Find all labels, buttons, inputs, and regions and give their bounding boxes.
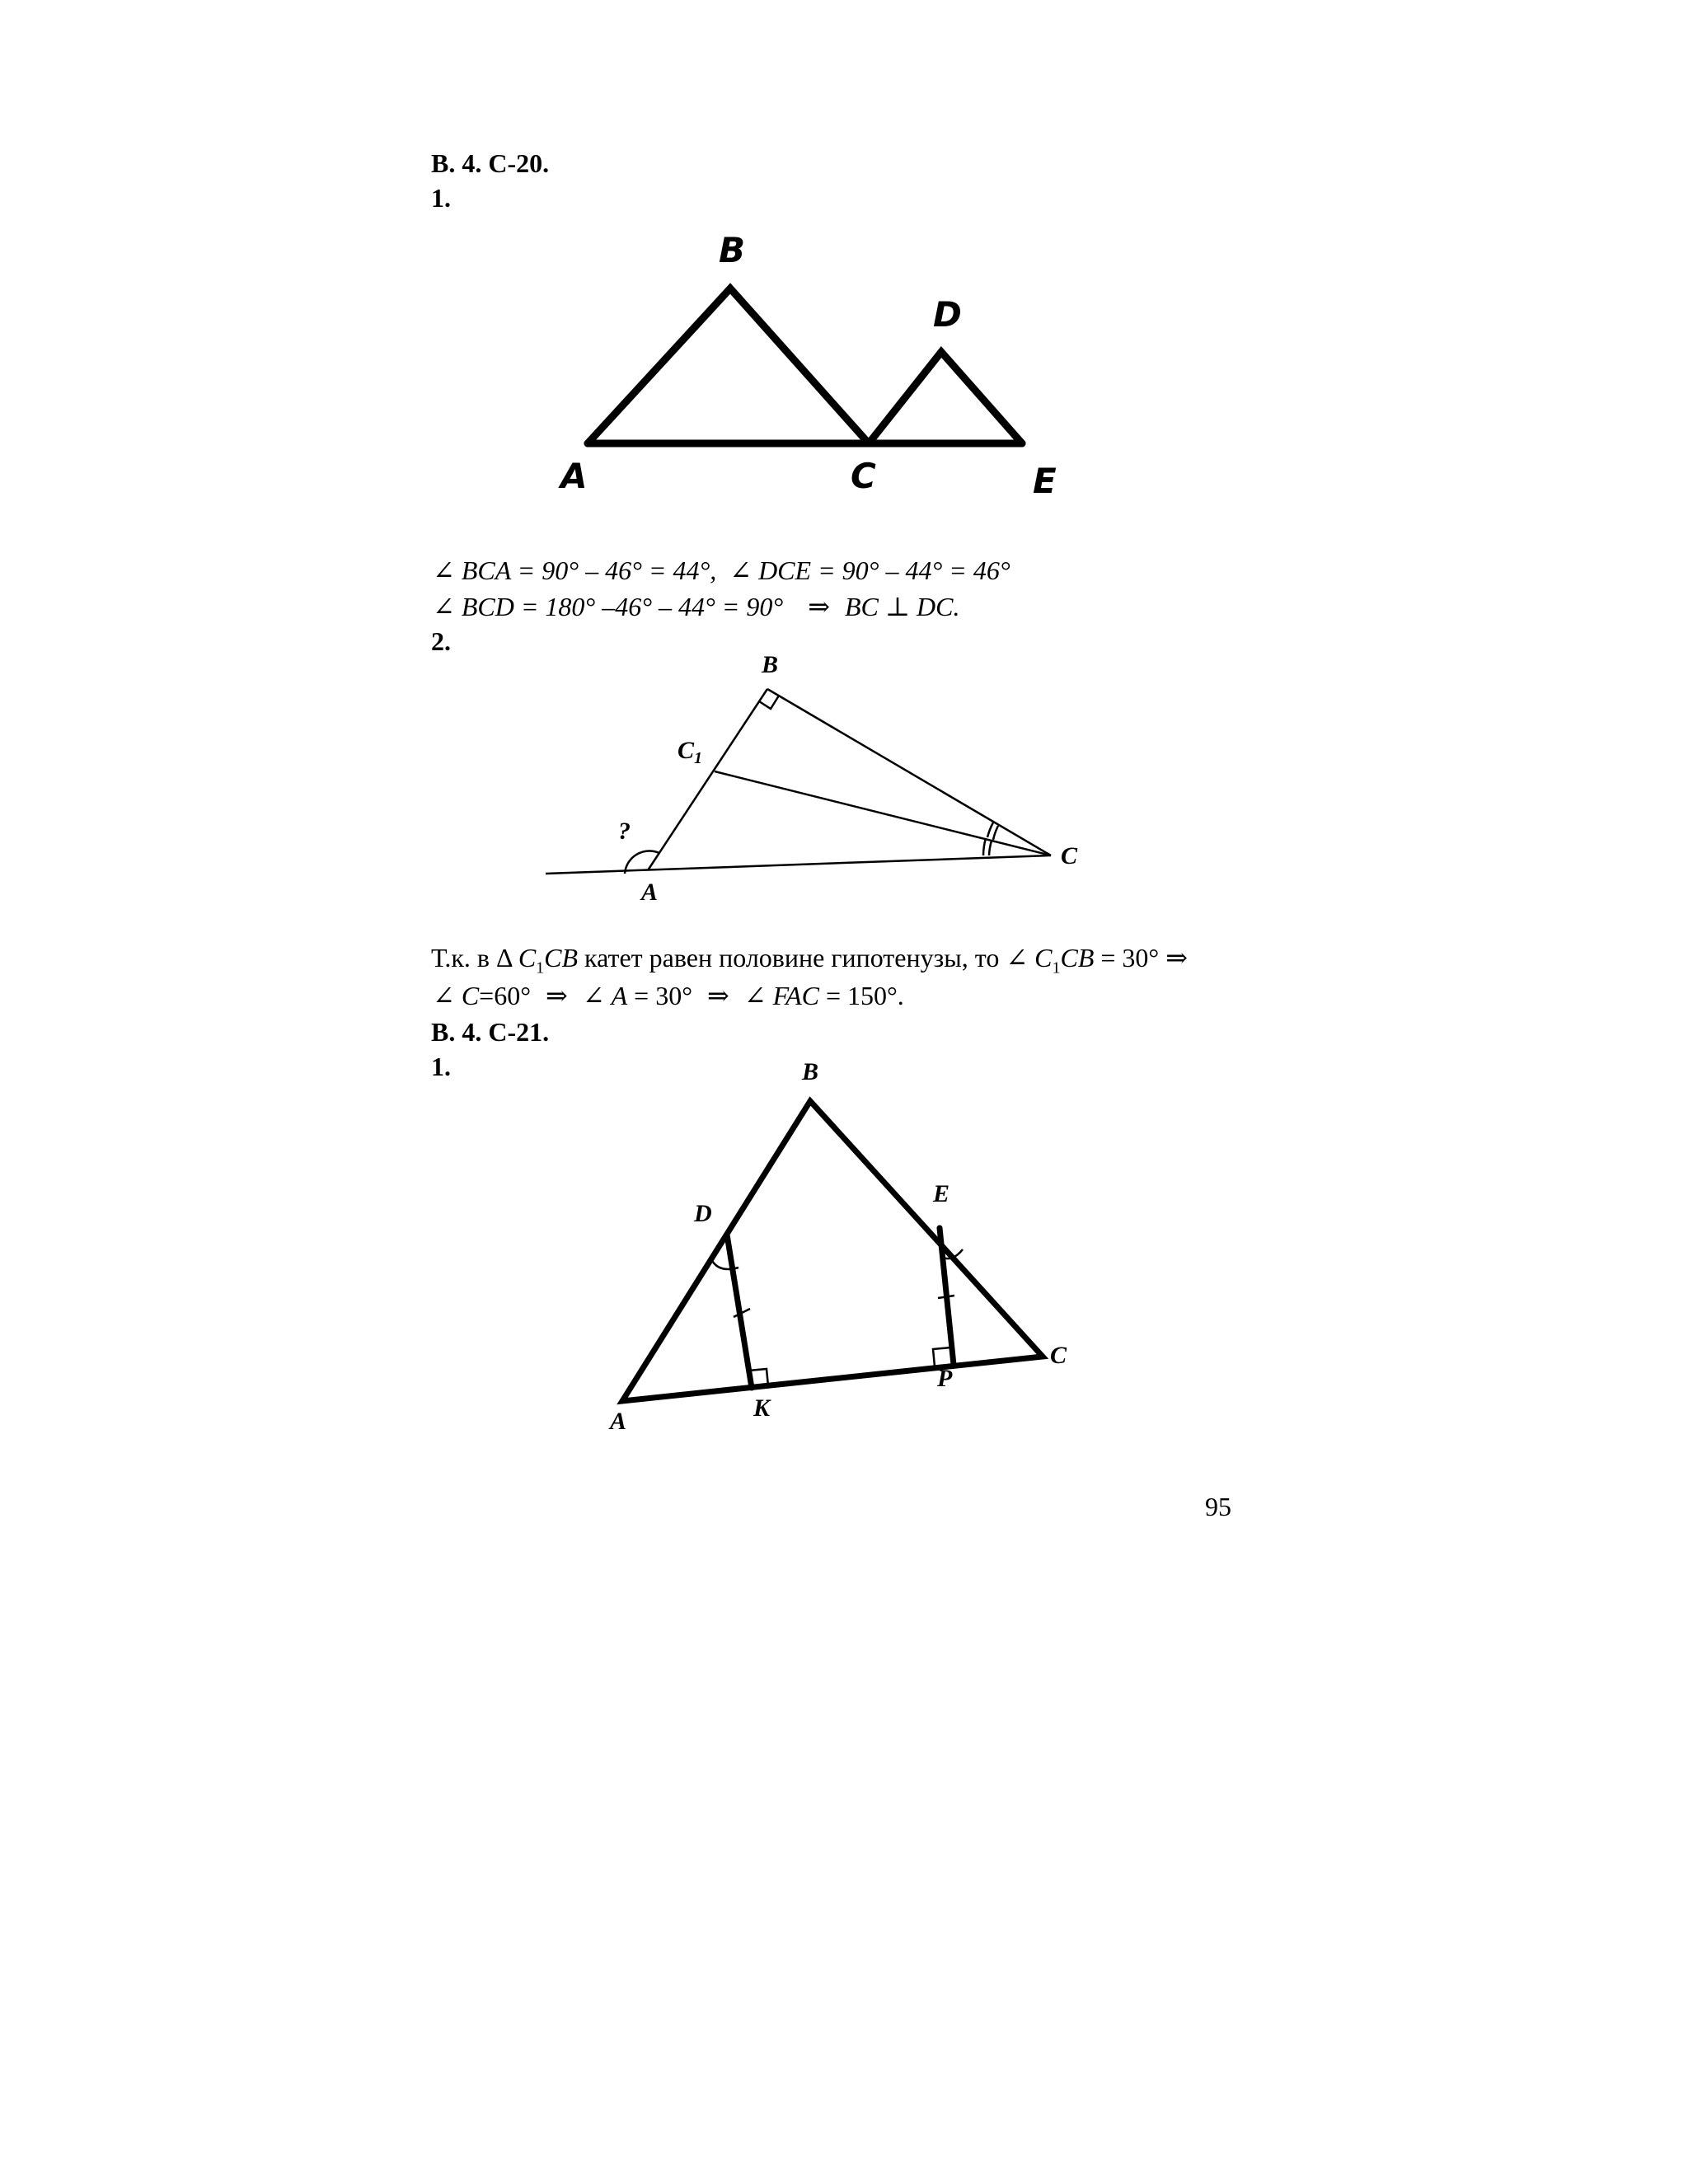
- explanation-line-2: [433, 982, 904, 1009]
- problem-number-1: 1.: [431, 183, 451, 213]
- side-bc: [767, 689, 1051, 855]
- angle-icon: ∠: [723, 555, 759, 585]
- angle-c: C: [461, 981, 480, 1010]
- segment-dk: [727, 1235, 752, 1388]
- problem-number-1: 1.: [431, 1052, 451, 1081]
- label-p: P: [937, 1365, 953, 1392]
- bisector-cc1: [715, 771, 1051, 855]
- label-a: A: [641, 879, 659, 906]
- value-150: = 150°.: [825, 981, 904, 1010]
- extended-line-fac: [546, 855, 1051, 874]
- label-c: C: [851, 456, 876, 496]
- angle-icon: ∠: [433, 555, 462, 585]
- angle-a: A: [611, 981, 628, 1010]
- angle-arc-inner-1: [993, 826, 998, 840]
- triangle-abc: [622, 1101, 1043, 1401]
- angle-icon: ∠: [433, 981, 462, 1010]
- problem-number-2: 2.: [431, 626, 451, 656]
- eq2-part1: BCD = 180° –46° – 44° = 90°: [461, 592, 784, 621]
- right-angle-p: [933, 1347, 951, 1366]
- label-b: B: [719, 230, 746, 270]
- triangle-abc: [588, 288, 869, 443]
- figure-triangle-abc-bisector: [536, 643, 1113, 907]
- implies-symbol: ⇒: [808, 592, 830, 621]
- implies-symbol: ⇒: [546, 981, 568, 1010]
- angle-icon: ∠: [1006, 943, 1029, 972]
- label-d: D: [933, 294, 962, 335]
- explanation-line-1: [431, 944, 1188, 976]
- triangle-name: $C_1CB$: [518, 943, 579, 977]
- section-heading-c21: В. 4. С-21.: [431, 1017, 550, 1047]
- label-b: B: [802, 1058, 819, 1085]
- value-30: = 30°: [634, 981, 693, 1010]
- eq1-part1: BCA = 90° – 46° = 44°,: [461, 555, 717, 585]
- figure-triangles-abc-cde: [544, 223, 1080, 511]
- triangle-cde: [869, 352, 1022, 443]
- label-e: E: [1033, 461, 1057, 501]
- angle-arc-inner-2: [987, 823, 993, 837]
- angle-icon: ∠: [433, 592, 462, 621]
- equation-line-2: [433, 593, 959, 620]
- label-d: D: [694, 1200, 712, 1227]
- eq2-part2: BC ⊥ DC.: [845, 592, 960, 621]
- label-b: B: [762, 651, 779, 678]
- tick-ep: [938, 1296, 954, 1298]
- implies-symbol: ⇒: [707, 981, 729, 1010]
- label-c: C: [1061, 842, 1078, 869]
- angle-icon: ∠: [743, 981, 773, 1010]
- label-c: C: [1050, 1342, 1067, 1369]
- angle-icon: ∠: [582, 981, 612, 1010]
- label-a: A: [610, 1408, 627, 1435]
- value-60: =60°: [479, 981, 531, 1010]
- label-c1: $C_1$: [678, 737, 703, 767]
- label-k: K: [753, 1394, 771, 1422]
- explanation-text: катет равен половине гипотенузы, то: [584, 943, 1000, 972]
- angle-arc-outer-2: [983, 838, 986, 855]
- eq1-part2: DCE = 90° – 44° = 46°: [758, 555, 1010, 585]
- angle-name: $C_1CB$: [1034, 943, 1095, 977]
- angle-arc-outer-1: [989, 841, 992, 855]
- equation-line-1: [433, 557, 1010, 583]
- label-e: E: [933, 1180, 950, 1207]
- explanation-value: = 30° ⇒: [1100, 943, 1189, 972]
- section-heading-c20: В. 4. С-20.: [431, 148, 550, 178]
- label-question: ?: [618, 818, 631, 845]
- explanation-text: Т.к. в Δ: [431, 943, 512, 972]
- angle-fac: FAC: [772, 981, 819, 1010]
- figure-triangle-abc-perpendiculars: [577, 1047, 1154, 1475]
- page-number: 95: [1205, 1492, 1231, 1521]
- label-a: A: [560, 456, 588, 496]
